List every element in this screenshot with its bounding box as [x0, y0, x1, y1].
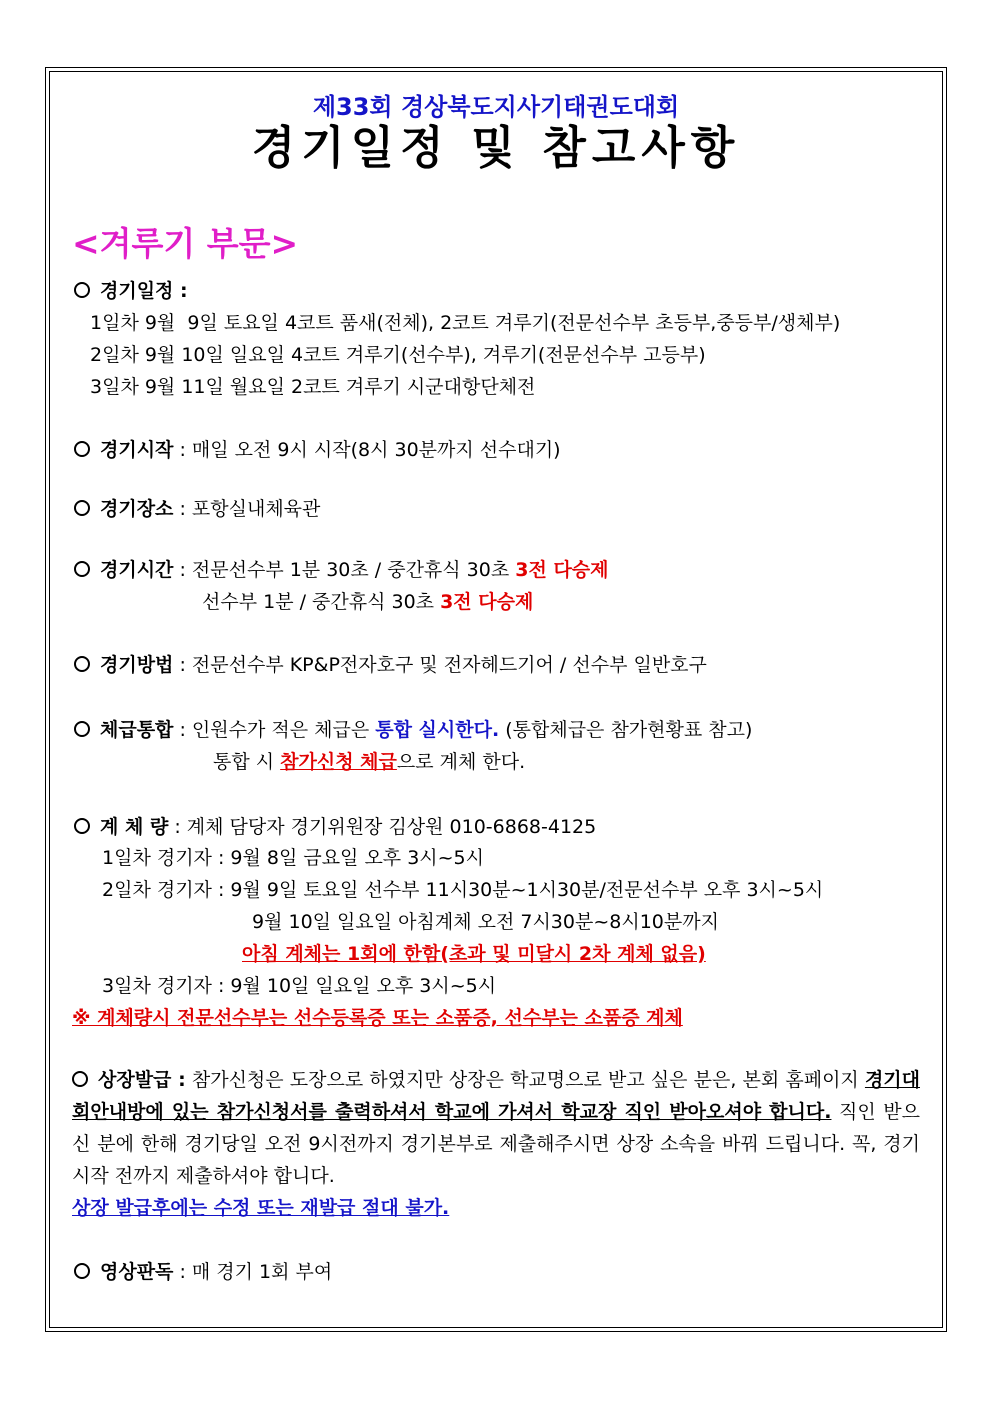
award-text1: 참가신청은 도장으로 하였지만 상장은 학교명으로 받고 싶은 분은, 본회 홈페이지: [185, 1069, 865, 1091]
circle-bullet-icon: [74, 818, 90, 834]
schedule-label: 경기일정 :: [100, 280, 188, 302]
duration-label: 경기시간: [100, 559, 174, 581]
circle-bullet-icon: [74, 721, 90, 737]
start-row: [74, 438, 561, 462]
method-row: [74, 653, 707, 677]
venue-text: 포항실내체육관: [191, 498, 321, 520]
merge-text2: (통합체급은 참가현황표 참고): [499, 719, 753, 741]
method-sep: :: [173, 654, 192, 676]
duration-line1-rule: 3전 다승제: [515, 559, 609, 581]
venue-row: [74, 497, 320, 521]
start-label: 경기시작: [100, 439, 174, 461]
start-sep: :: [173, 439, 192, 461]
circle-bullet-icon: [74, 656, 90, 672]
weighin-notice: 아침 계체는 1회에 한함(초과 및 미달시 2차 계체 없음): [242, 943, 706, 965]
duration-sep: :: [173, 559, 192, 581]
method-label: 경기방법: [100, 654, 174, 676]
video-row: [74, 1260, 332, 1284]
schedule-day1: 1일차 9월 9일 토요일 4코트 품새(전체), 2코트 겨루기(전문선수부 초등부,중등부/생체부): [90, 312, 841, 334]
circle-bullet-icon: [74, 282, 90, 298]
weighin-day2b: 9월 10일 일요일 아침계체 오전 7시30분~8시10분까지: [252, 911, 719, 933]
video-text: 매 경기 1회 부여: [191, 1261, 333, 1283]
start-text: 매일 오전 9시 시작(8시 30분까지 선수대기): [191, 439, 561, 461]
schedule-day3: 3일차 9월 11일 월요일 2코트 겨루기 시군대항단체전: [90, 376, 536, 398]
circle-bullet-icon: [74, 1263, 90, 1279]
merge-line2-emphasis: 참가신청 체급: [280, 751, 397, 773]
schedule-heading: [74, 279, 188, 303]
duration-row: [74, 558, 609, 582]
video-sep: :: [173, 1261, 192, 1283]
award-instruction: 경기대회안내방에 있는 참가신청서를 출력하셔서 학교에 가셔서 학교장 직인 받아오셔야 합니다.: [72, 1069, 920, 1123]
merge-row: [74, 718, 752, 742]
circle-bullet-icon: [74, 500, 90, 516]
weighin-note: ※ 계체량시 전문선수부는 선수등록증 또는 소품증, 선수부는 소품증 계체: [72, 1007, 683, 1029]
weighin-day1: 1일차 경기자 : 9월 8일 금요일 오후 3시~5시: [102, 847, 484, 869]
method-text: 전문선수부 KP&P전자호구 및 전자헤드기어 / 선수부 일반호구: [191, 654, 707, 676]
duration-line2: 선수부 1분 / 중간휴식 30초: [202, 591, 441, 613]
circle-bullet-icon: [72, 1071, 88, 1087]
duration-line1: 전문선수부 1분 30초 / 중간휴식 30초: [191, 559, 516, 581]
weighin-contact: 계체 담당자 경기위원장 김상원 010-6868-4125: [186, 816, 597, 838]
merge-label: 체급통합: [100, 719, 174, 741]
schedule-day2: 2일차 9월 10일 일요일 4코트 겨루기(선수부), 겨루기(전문선수부 고등부): [90, 344, 706, 366]
duration-line2-rule: 3전 다승제: [440, 591, 534, 613]
page-title: 경기일정 및 참고사항: [251, 121, 741, 174]
event-subtitle: 제33회 경상북도지사기태권도대회: [312, 93, 680, 121]
section-title: <겨루기 부문>: [72, 224, 299, 263]
merge-text1: 인원수가 적은 체급은: [191, 719, 376, 741]
merge-row2: [213, 750, 525, 774]
venue-sep: :: [173, 498, 192, 520]
merge-line2-post: 으로 계체 한다.: [396, 751, 526, 773]
award-label: 상장발급 :: [98, 1069, 186, 1091]
merge-emphasis: 통합 실시한다.: [375, 719, 500, 741]
weighin-day3: 3일차 경기자 : 9월 10일 일요일 오후 3시~5시: [102, 975, 497, 997]
merge-line2-pre: 통합 시: [213, 751, 281, 773]
weighin-day2a: 2일차 경기자 : 9월 9일 토요일 선수부 11시30분~1시30분/전문선수부 오후 3시~5시: [102, 879, 824, 901]
award-paragraph: [72, 1064, 920, 1192]
venue-label: 경기장소: [100, 498, 174, 520]
duration-row2: [202, 590, 533, 614]
weighin-row: [74, 815, 596, 839]
award-warning: 상장 발급후에는 수정 또는 재발급 절대 불가.: [72, 1197, 450, 1219]
video-label: 영상판독: [100, 1261, 174, 1283]
circle-bullet-icon: [74, 561, 90, 577]
weighin-sep: :: [168, 816, 187, 838]
circle-bullet-icon: [74, 441, 90, 457]
award-text2: 직인 받으신 분에 한해 경기당일 오전 9시전까지 경기본부로 제출해주시면 상장 소속을 바꿔 드립니다. 꼭, 경기 시작 전까지 제출하셔야 합니다.: [72, 1101, 920, 1187]
weighin-label: 계 체 량: [100, 816, 169, 838]
merge-sep: :: [173, 719, 192, 741]
